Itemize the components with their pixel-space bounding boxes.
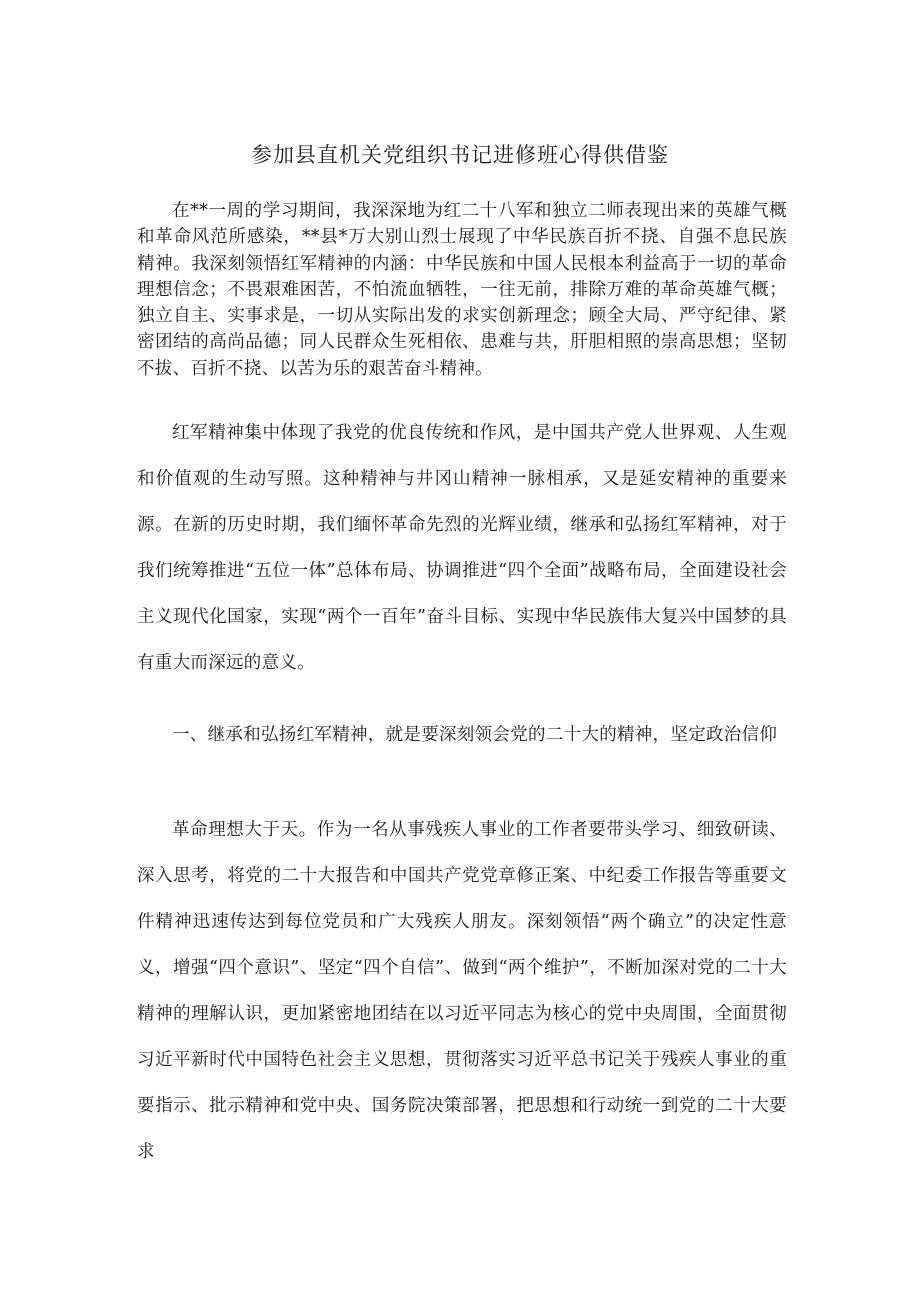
- paragraph-red-army-spirit: 红军精神集中体现了我党的优良传统和作风，是中国共产党人世界观、人生观和价值观的生动写照。这种精神与井冈山精神一脉相承，又是延安精神的重要来源。在新的历史时期，我们缅怀革命先烈的光辉业绩，继承和弘扬红军精神，对于我们统筹推进“五位一体”总体布局、协调推进“四个全面”战略布局，全面建设社会主义现代化国家，实现“两个一百年”奋斗目标、实现中华民族伟大复兴中国梦的具有重大而深远的意义。: [137, 423, 787, 673]
- document-title: 参加县直机关党组织书记进修班心得供借鉴: [251, 143, 669, 167]
- paragraph-intro: 在**一周的学习期间，我深深地为红二十八军和独立二师表现出来的英雄气概和革命风范所感染，**县*万大别山烈士展现了中华民族百折不挠、自强不息民族精神。我深刻领悟红军精神的内涵：中华民族和中国人民根本利益高于一切的革命理想信念；不畏艰难困苦，不怕流血牺牲，一往无前，排除万难的革命英雄气概；独立自主、实事求是，一切从实际出发的求实创新理念；顾全大局、严守纪律、紧密团结的高尚品德；同人民群众生死相依、患难与共，肝胆相照的崇高思想；坚韧不拔、百折不挠、以苦为乐的艰苦奋斗精神。: [137, 201, 787, 379]
- paragraph-revolutionary-ideal: 革命理想大于天。作为一名从事残疾人事业的工作者要带头学习、细致研读、深入思考，将党的二十大报告和中国共产党党章修正案、中纪委工作报告等重要文件精神迅速传达到每位党员和广大残疾人朋友。深刻领悟“两个确立”的决定性意义，增强“四个意识”、坚定“四个自信”、做到“两个维护”，不断加深对党的二十大精神的理解认识，更加紧密地团结在以习近平同志为核心的党中央周围，全面贯彻习近平新时代中国特色社会主义思想，贯彻落实习近平总书记关于残疾人事业的重要指示、批示精神和党中央、国务院决策部署，把思想和行动统一到党的二十大要求: [137, 820, 787, 1162]
- section-heading-1: 一、继承和弘扬红军精神，就是要深刻领会党的二十大的精神，坚定政治信仰: [172, 725, 778, 745]
